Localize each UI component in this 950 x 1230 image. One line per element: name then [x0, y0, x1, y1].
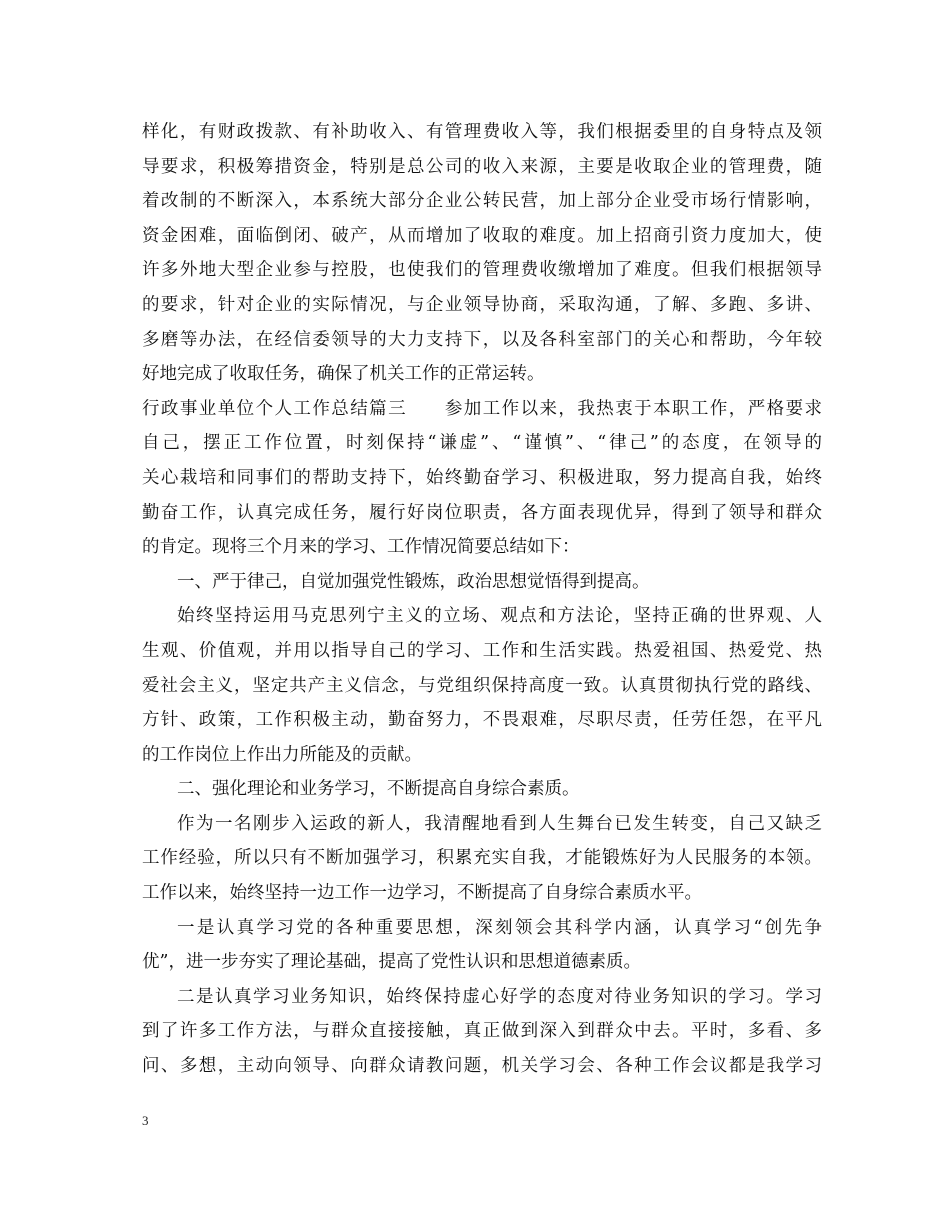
text-line: 始终坚持运用马克思列宁主义的立场、观点和方法论，坚持正确的世界观、人: [177, 606, 822, 627]
text-line: 工作以来，始终坚持一边工作一边学习，不断提高了自身综合素质水平。: [142, 883, 702, 904]
text-line: 工作经验，所以只有不断加强学习，积累充实自我，才能锻炼好为人民服务的本领。: [142, 848, 822, 869]
text-line: 好地完成了收取任务，确保了机关工作的正常运转。: [142, 364, 545, 385]
text-line: 自己，摆正工作位置，时刻保持“谦虚”、“谨慎”、“律己”的态度，在领导的: [142, 433, 822, 454]
text-line: 行政事业单位个人工作总结篇三 参加工作以来，我热衷于本职工作，严格要求: [142, 398, 822, 419]
text-line: 一、严于律己，自觉加强党性锻炼，政治思想觉悟得到提高。: [177, 571, 650, 592]
document-body: [142, 115, 822, 1084]
text-line: 问、多想，主动向领导、向群众请教问题，机关学习会、各种工作会议都是我学习: [142, 1056, 822, 1077]
text-line: 关心栽培和同事们的帮助支持下，始终勤奋学习、积极进取，努力提高自我，始终: [142, 467, 822, 488]
text-line: 到了许多工作方法，与群众直接接触，真正做到深入到群众中去。平时，多看、多: [142, 1021, 822, 1042]
text-line: 二、强化理论和业务学习，不断提高自身综合素质。: [177, 779, 580, 800]
text-line: 多磨等办法，在经信委领导的大力支持下，以及各科室部门的关心和帮助，今年较: [142, 329, 822, 350]
page-number: 3: [142, 1113, 149, 1128]
text-line: 优”，进一步夯实了理论基础，提高了党性认识和思想道德素质。: [142, 952, 641, 973]
text-line: 二是认真学习业务知识，始终保持虚心好学的态度对待业务知识的学习。学习: [177, 986, 822, 1007]
text-line: 一是认真学习党的各种重要思想，深刻领会其科学内涵，认真学习“创先争: [177, 917, 822, 938]
text-line: 勤奋工作，认真完成任务，履行好岗位职责，各方面表现优异，得到了领导和群众: [142, 502, 822, 523]
text-line: 着改制的不断深入，本系统大部分企业公转民营，加上部分企业受市场行情影响，: [142, 191, 822, 212]
text-line: 生观、价值观，并用以指导自己的学习、工作和生活实践。热爱祖国、热爱党、热: [142, 640, 822, 661]
text-line: 导要求，积极筹措资金，特别是总公司的收入来源，主要是收取企业的管理费，随: [142, 156, 822, 177]
text-line: 作为一名刚步入运政的新人，我清醒地看到人生舞台已发生转变，自己又缺乏: [177, 813, 822, 834]
text-line: 资金困难，面临倒闭、破产，从而增加了收取的难度。加上招商引资力度加大，使: [142, 225, 822, 246]
text-line: 的工作岗位上作出力所能及的贡献。: [142, 744, 422, 765]
text-line: 的肯定。现将三个月来的学习、工作情况简要总结如下：: [142, 537, 580, 558]
text-line: 许多外地大型企业参与控股，也使我们的管理费收缴增加了难度。但我们根据领导: [142, 260, 822, 281]
text-line: 方针、政策，工作积极主动，勤奋努力，不畏艰难，尽职尽责，任劳任怨，在平凡: [142, 710, 822, 731]
text-line: 样化，有财政拨款、有补助收入、有管理费收入等，我们根据委里的自身特点及领: [142, 122, 822, 142]
text-line: 爱社会主义，坚定共产主义信念，与党组织保持高度一致。认真贯彻执行党的路线、: [142, 675, 822, 696]
text-line: 的要求，针对企业的实际情况，与企业领导协商，采取沟通，了解、多跑、多讲、: [142, 294, 822, 315]
